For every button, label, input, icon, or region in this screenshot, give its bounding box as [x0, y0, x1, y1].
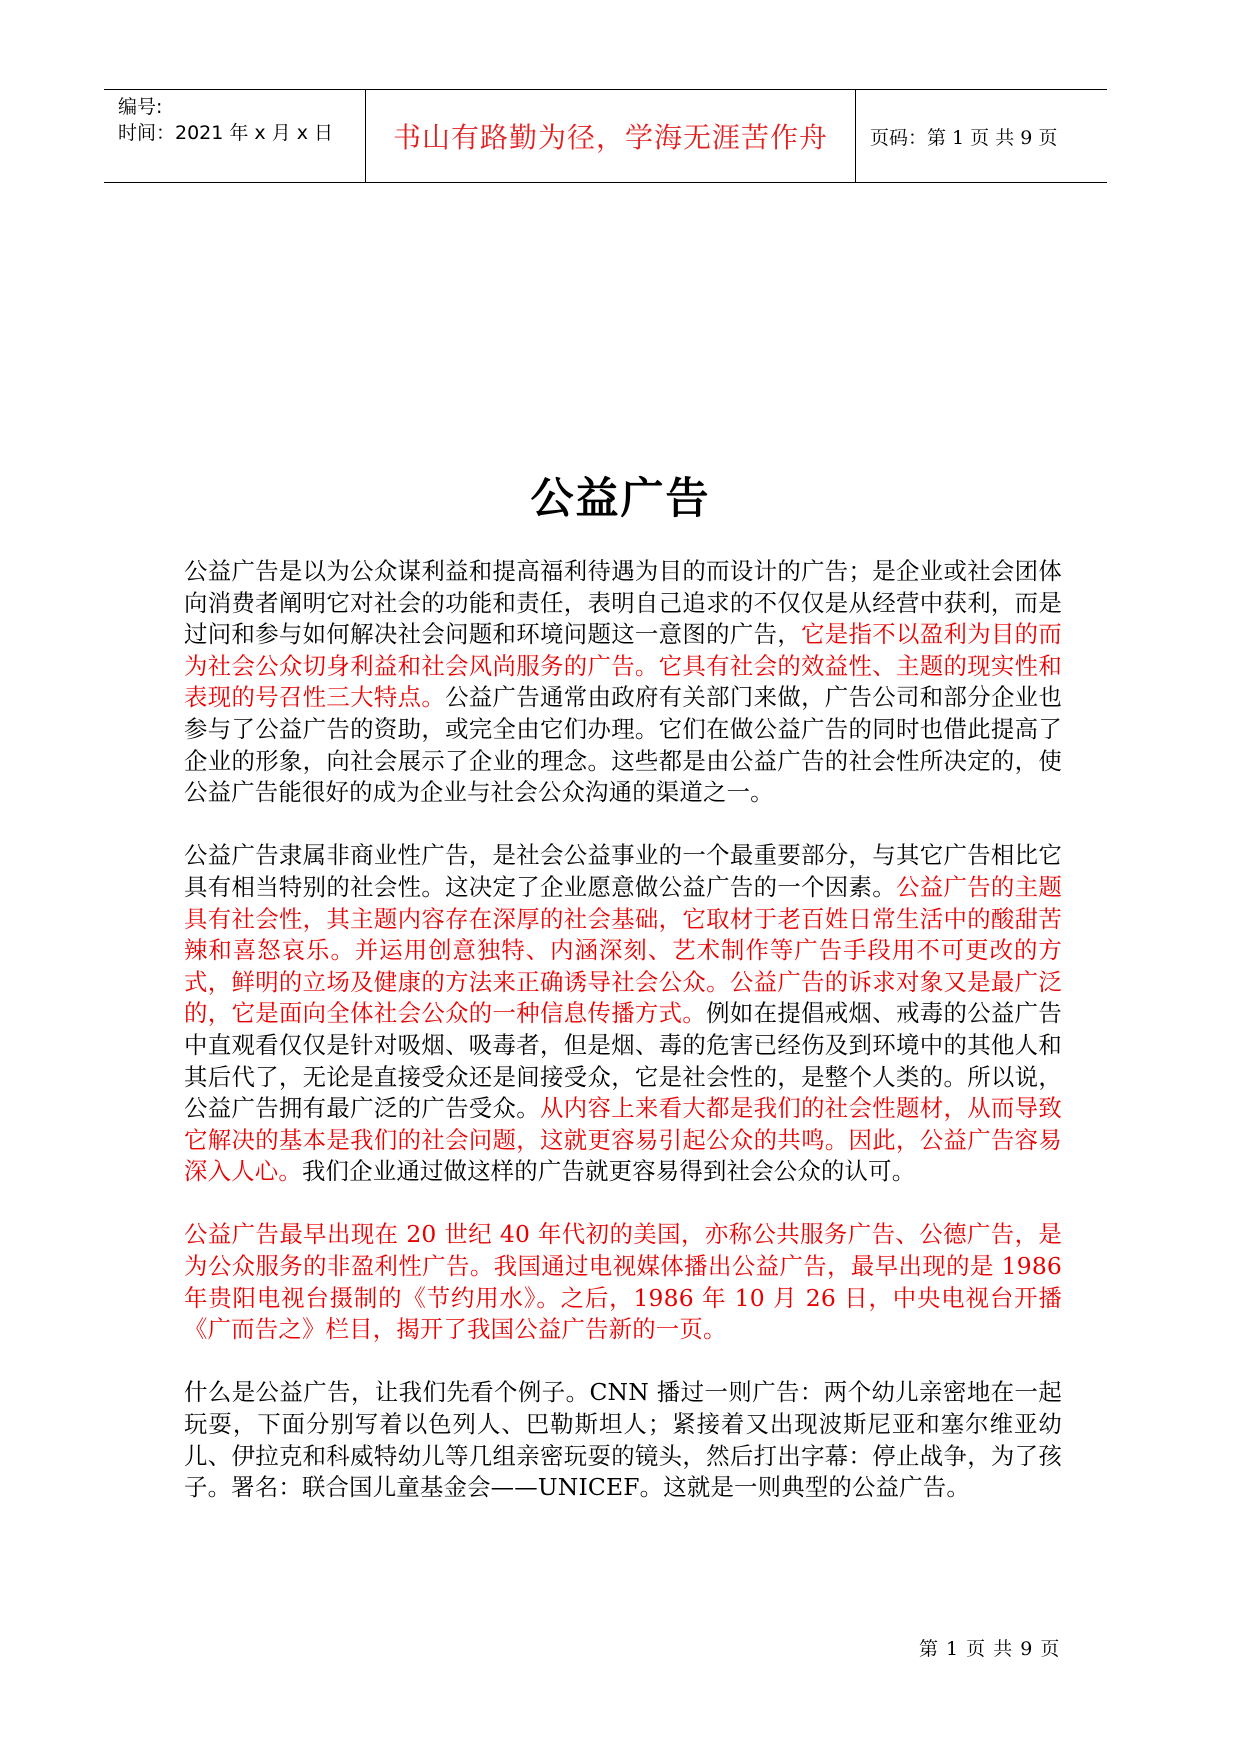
body-text: 公益广告通常由政府有关部门来做，广告公司和部分企业也参与了公益广告的资助，或完全由它们办理。它们在做公益广告的同时也借此提高了企业的形象，向社会展示了企业的理念。这些都是由公益广告的社会性所决定的，使公益广告能很好的成为企业与社会公众沟通的渠道之一。 [184, 683, 1063, 807]
paragraph [184, 840, 1062, 1188]
body-text: 公益广告是以为公众谋利益和提高福利待遇为目的而设计的广告；是企业或社会团体向消费者阐明它对社会的功能和责任，表明自己追求的不仅仅是从经营中获利，而是过问和参与如何解决社会问题和环境问题这一意图的广告， [184, 557, 1062, 649]
body-text: 什么是公益广告，让我们先看个例子。CNN 播过一则广告：两个幼儿亲密地在一起玩耍，下面分别写着以色列人、巴勒斯坦人；紧接着又出现波斯尼亚和塞尔维亚幼儿、伊拉克和科威特幼儿等几组亲密玩耍的镜头，然后打出字幕：停止战争，为了孩子。署名：联合国儿童基金会——UNICEF。这就是一则典型的公益广告。 [184, 1378, 1062, 1502]
document-time-label: 时间：2021 年 x 月 x 日 [118, 122, 334, 144]
paragraph [184, 556, 1062, 809]
document-number-label: 编号: [118, 96, 163, 118]
body-text: 公益广告隶属非商业性广告，是社会公益事业的一个最重要部分，与其它广告相比它具有相当特别的社会性。这决定了企业愿意做公益广告的一个因素。 [184, 841, 1062, 901]
page-header [104, 89, 1107, 183]
highlighted-text: 从内容上来看大都是我们的社会性题材，从而导致它解决的基本是我们的社会问题，这就更容易引起公众的共鸣。因此，公益广告容易深入人心。 [184, 1094, 1062, 1186]
body-text: 例如在提倡戒烟、戒毒的公益广告中直观看仅仅是针对吸烟、吸毒者，但是烟、毒的危害已经伤及到环境中的其他人和其后代了，无论是直接受众还是间接受众，它是社会性的，是整个人类的。所以说，公益广告拥有最广泛的广告受众。 [184, 999, 1062, 1123]
document-title: 公益广告 [530, 474, 711, 524]
page-footer: 第 1 页 共 9 页 [919, 1638, 1061, 1660]
highlighted-text: 它是指不以盈利为目的而为社会公众切身利益和社会风尚服务的广告。它具有社会的效益性、主题的现实性和表现的号召性三大特点。 [184, 620, 1063, 712]
document-body [184, 556, 1062, 1535]
highlighted-text: 公益广告的主题具有社会性，其主题内容存在深厚的社会基础，它取材于老百姓日常生活中的酸甜苦辣和喜怒哀乐。并运用创意独特、内涵深刻、艺术制作等广告手段用不可更改的方式，鲜明的立场及健康的方法来正确诱导社会公众。公益广告的诉求对象又是最广泛的，它是面向全体社会公众的一种信息传播方式。 [184, 872, 1062, 1028]
header-page-info: 页码：第 1 页 共 9 页 [870, 126, 1058, 149]
body-text: 我们企业通过做这样的广告就更容易得到社会公众的认可。 [301, 1157, 916, 1186]
paragraph [184, 1219, 1062, 1345]
header-motto: 书山有路勤为径，学海无涯苦作舟 [366, 90, 856, 182]
paragraph [184, 1377, 1062, 1503]
header-meta [104, 90, 366, 182]
highlighted-text: 公益广告最早出现在 20 世纪 40 年代初的美国，亦称公共服务广告、公德广告，是为公众服务的非盈利性广告。我国通过电视媒体播出公益广告，最早出现的是 1986 年贵阳电视台摄制的《节约用水》。之后，1986 年 10 月 26 日，中央电视台开播《广而告之》栏目，揭开了我国公益广告新的一页。 [184, 1220, 1062, 1344]
